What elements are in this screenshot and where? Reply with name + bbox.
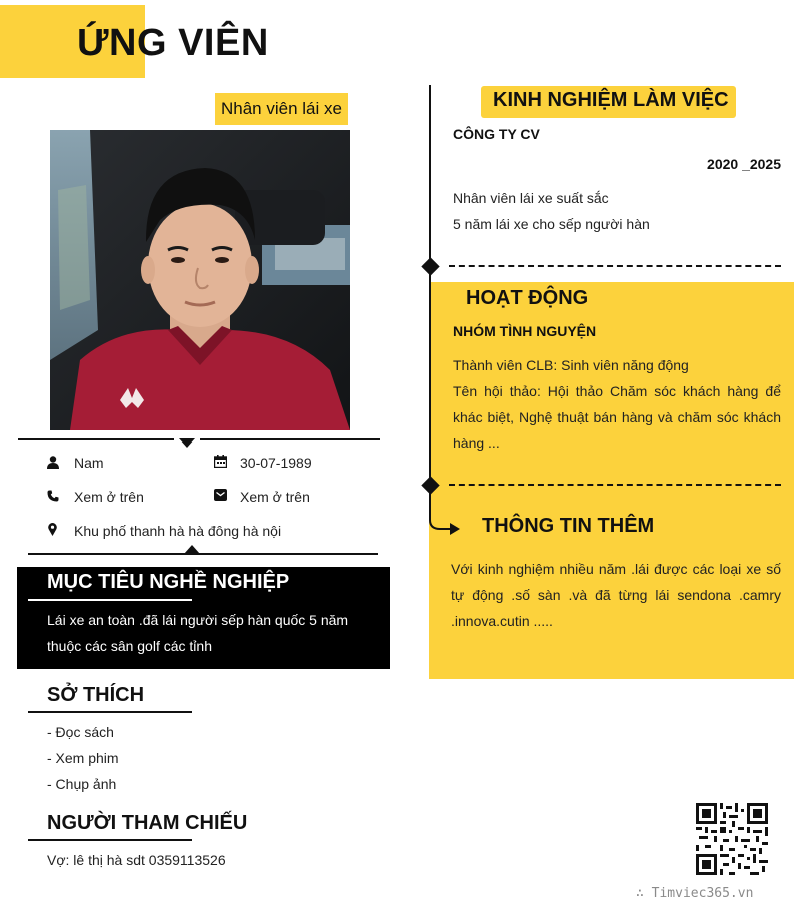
hobby-item: - Đọc sách (47, 724, 114, 740)
section-dashed-divider (449, 484, 781, 486)
activities-text: Thành viên CLB: Sinh viên năng động Tên hội thảo: Hội thảo Chăm sóc khách hàng để khác biệt, Nghệ thuật bán hàng và chăm sóc khách hàng ... (453, 357, 781, 451)
qr-code-icon (696, 803, 768, 875)
objective-text: Lái xe an toàn .đã lái người sếp hàn quốc 5 năm thuộc các sân golf các tỉnh (47, 612, 349, 654)
more-info-title: THÔNG TIN THÊM (482, 515, 655, 537)
calendar-icon (212, 453, 228, 469)
timeline-diamond (421, 257, 439, 275)
experience-details (453, 185, 650, 237)
gender-value: Nam (74, 455, 104, 471)
candidate-photo (50, 130, 350, 430)
envelope-icon (212, 487, 228, 503)
activities-group: NHÓM TÌNH NGUYỆN (453, 323, 597, 339)
experience-title: KINH NGHIỆM LÀM VIỆC (493, 89, 729, 111)
timeline-arrow-icon (428, 498, 464, 545)
divider-arrow-down-mark (179, 438, 195, 447)
objective-title: MỤC TIÊU NGHỀ NGHIỆP (47, 571, 290, 593)
hobby-item: - Xem phim (47, 750, 119, 766)
hobbies-title: SỞ THÍCH (47, 684, 145, 706)
birthday-value: 30-07-1989 (240, 455, 312, 471)
address-value: Khu phố thanh hà hà đông hà nội (74, 523, 282, 539)
activities-title: HOẠT ĐỘNG (466, 287, 589, 309)
divider-arrow-up (184, 545, 200, 554)
experience-date: 2020 _2025 (707, 156, 781, 172)
hobbies-underline (28, 711, 192, 713)
reference-title: NGƯỜI THAM CHIẾU (47, 812, 248, 834)
experience-line: Nhân viên lái xe suất sắc (453, 190, 609, 206)
brand-watermark: ∴ Timviec365.vn (636, 886, 754, 901)
experience-line: 5 năm lái xe cho sếp người hàn (453, 216, 650, 232)
timeline-line (429, 85, 431, 500)
phone-value: Xem ở trên (74, 489, 144, 505)
map-marker-icon (44, 521, 60, 537)
hobby-item: - Chụp ảnh (47, 776, 117, 792)
email-value: Xem ở trên (240, 489, 310, 505)
phone-icon (45, 488, 61, 504)
job-title-tag: Nhân viên lái xe (215, 93, 348, 125)
reference-underline (28, 839, 192, 841)
page-title: ỨNG VIÊN (77, 22, 269, 64)
experience-company: CÔNG TY CV (453, 126, 540, 142)
user-icon (45, 454, 61, 470)
section-dashed-divider (449, 265, 781, 267)
more-info-text: Với kinh nghiệm nhiều năm .lái được các loại xe số tự động .số sàn .và đã từng lái sendona .camry .innova.cutin ..... (451, 561, 781, 629)
reference-text: Vợ: lê thị hà sdt 0359113526 (47, 852, 226, 868)
profile-divider-bottom (28, 553, 378, 555)
objective-underline (28, 599, 192, 601)
